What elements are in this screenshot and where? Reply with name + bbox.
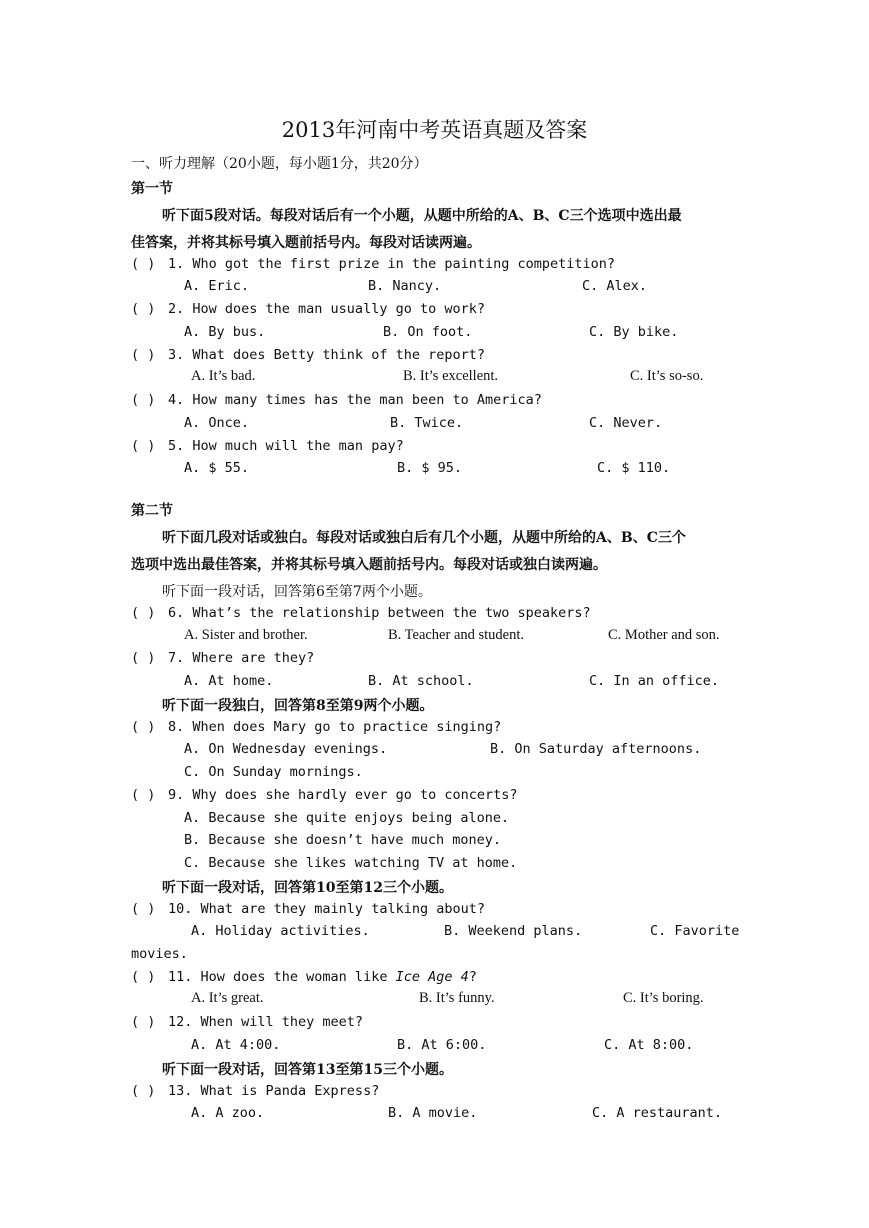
section2-subinstruction-4: 听下面一段对话，回答第13至第15三个小题。 [162,1062,453,1078]
q7-option-c: C. In an office. [589,673,720,689]
q7-option-b: B. At school. [368,673,474,689]
question-text: 3. What does Betty think of the report? [168,347,485,363]
q5-option-b: B. $ 95. [397,460,463,476]
answer-bracket: ( ) [131,650,156,666]
q3-option-a: A. It’s bad. [191,368,256,384]
question-text: 2. How does the man usually go to work? [168,301,485,317]
q10-option-a: A. Holiday activities. [191,923,370,939]
q3-option-b: B. It’s excellent. [403,368,499,384]
question-text: 8. When does Mary go to practice singing? [168,719,502,735]
question-12 [131,1014,363,1030]
part1-heading: 一、听力理解（20小题，每小题1分，共20分） [131,156,428,172]
question-1 [131,256,615,272]
answer-bracket: ( ) [131,347,156,363]
question-text: 10. What are they mainly talking about? [168,901,485,917]
question-text: 1. Who got the first prize in the painting competition? [168,256,616,272]
question-11 [131,969,477,985]
q2-option-b: B. On foot. [383,324,473,340]
question-text: 11. How does the woman like [168,969,396,985]
q8-option-b: B. On Saturday afternoons. [490,741,702,757]
question-7 [131,650,314,666]
question-5 [131,438,404,454]
question-text: 4. How many times has the man been to America? [168,392,542,408]
question-13 [131,1083,379,1099]
q10-option-c-continuation: movies. [131,946,188,962]
answer-bracket: ( ) [131,969,156,985]
q5-option-c: C. $ 110. [597,460,671,476]
answer-bracket: ( ) [131,301,156,317]
page-title: 2013年河南中考英语真题及答案 [281,118,588,142]
q9-option-c: C. Because she likes watching TV at home. [184,855,518,871]
q10-option-c: C. Favorite [650,923,740,939]
question-text: 6. What’s the relationship between the two speakers? [168,605,591,621]
section2-subinstruction-3: 听下面一段对话，回答第10至第12三个小题。 [162,880,453,896]
q6-option-b: B. Teacher and student. [388,627,525,643]
q6-option-a: A. Sister and brother. [184,627,308,643]
section1-instruction-line1: 听下面5段对话。每段对话后有一个小题，从题中所给的A、B、C三个选项中选出最 [162,208,682,224]
question-text: 9. Why does she hardly ever go to concerts? [168,787,518,803]
q5-option-a: A. $ 55. [184,460,250,476]
q12-option-c: C. At 8:00. [604,1037,694,1053]
question-3 [131,347,485,363]
q2-option-a: A. By bus. [184,324,266,340]
q6-option-c: C. Mother and son. [608,627,720,643]
section2-instruction-line1: 听下面几段对话或独白。每段对话或独白后有几个小题，从题中所给的A、B、C三个 [162,530,686,546]
q7-option-a: A. At home. [184,673,274,689]
q8-option-a: A. On Wednesday evenings. [184,741,388,757]
question-8 [131,719,501,735]
q12-option-b: B. At 6:00. [397,1037,487,1053]
question-10 [131,901,485,917]
question-text: 5. How much will the man pay? [168,438,404,454]
answer-bracket: ( ) [131,1014,156,1030]
q4-option-b: B. Twice. [390,415,464,431]
q1-option-a: A. Eric. [184,278,250,294]
q4-option-c: C. Never. [589,415,663,431]
q10-option-b: B. Weekend plans. [444,923,583,939]
q9-option-a: A. Because she quite enjoys being alone. [184,810,510,826]
section2-subinstruction-1: 听下面一段对话，回答第6至第7两个小题。 [162,584,432,600]
q9-option-b: B. Because she doesn’t have much money. [184,832,501,848]
q11-option-c: C. It’s boring. [623,990,704,1006]
section2-instruction-line2: 选项中选出最佳答案，并将其标号填入题前括号内。每段对话或独白读两遍。 [131,557,607,573]
question-text: 12. When will they meet? [168,1014,364,1030]
answer-bracket: ( ) [131,392,156,408]
question-6 [131,605,591,621]
q3-option-c: C. It’s so-so. [630,368,704,384]
q4-option-a: A. Once. [184,415,250,431]
answer-bracket: ( ) [131,438,156,454]
section1-heading: 第一节 [131,181,173,197]
q13-option-a: A. A zoo. [191,1105,265,1121]
movie-title: Ice Age 4 [395,969,469,985]
question-9 [131,787,518,803]
q13-option-c: C. A restaurant. [592,1105,723,1121]
section2-heading: 第二节 [131,503,173,519]
question-text: 13. What is Panda Express? [168,1083,380,1099]
answer-bracket: ( ) [131,605,156,621]
q2-option-c: C. By bike. [589,324,679,340]
question-4 [131,392,542,408]
answer-bracket: ( ) [131,901,156,917]
q1-option-b: B. Nancy. [368,278,442,294]
section1-instruction-line2: 佳答案，并将其标号填入题前括号内。每段对话读两遍。 [131,235,481,251]
q11-option-a: A. It’s great. [191,990,264,1006]
answer-bracket: ( ) [131,719,156,735]
q13-option-b: B. A movie. [388,1105,478,1121]
answer-bracket: ( ) [131,787,156,803]
q8-option-c: C. On Sunday mornings. [184,764,363,780]
question-mark: ? [468,969,477,985]
q11-option-b: B. It’s funny. [419,990,495,1006]
section2-subinstruction-2: 听下面一段独白，回答第8至第9两个小题。 [162,698,434,714]
question-text: 7. Where are they? [168,650,315,666]
answer-bracket: ( ) [131,1083,156,1099]
q12-option-a: A. At 4:00. [191,1037,281,1053]
q1-option-c: C. Alex. [582,278,648,294]
question-2 [131,301,485,317]
answer-bracket: ( ) [131,256,156,272]
